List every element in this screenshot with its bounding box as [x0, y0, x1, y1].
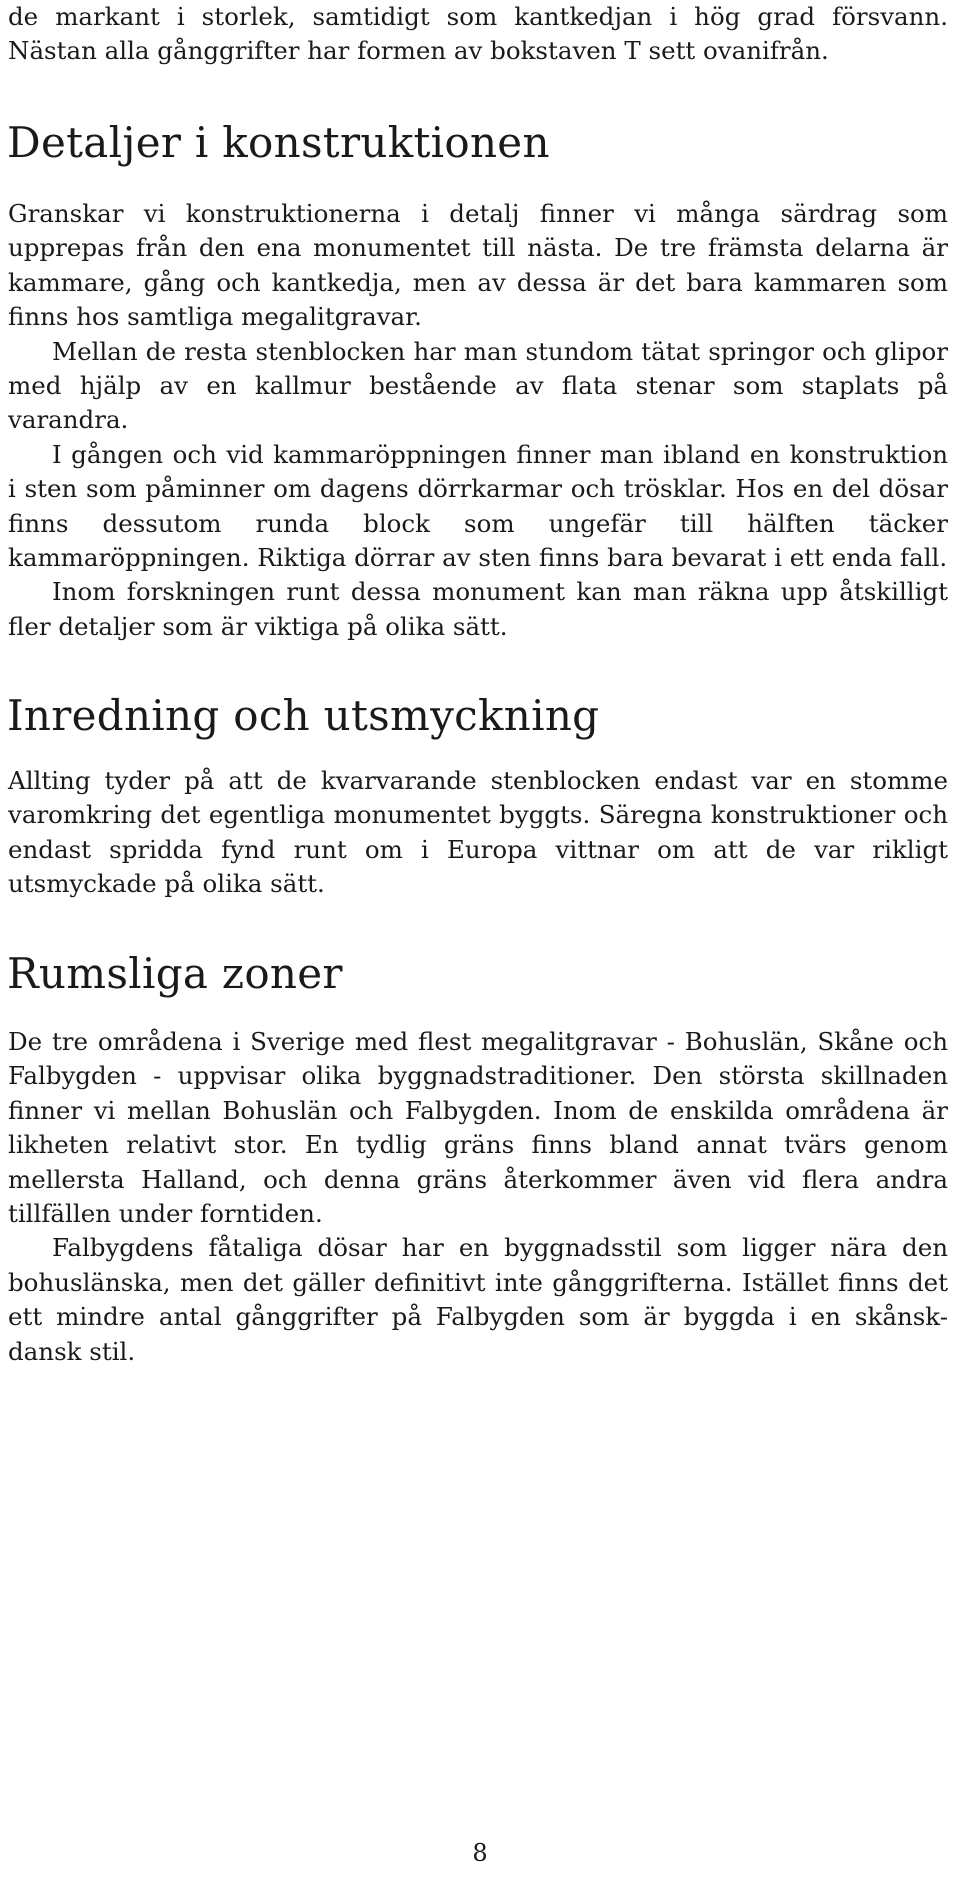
- paragraph: De tre områdena i Sverige med flest megalitgravar - Bohuslän, Skåne och Falbygden - uppvisar olika byggnadstraditioner. Den största skillnaden finner vi mellan Bohuslän och Falbygden. Inom de enskilda områdena är likheten relativt stor. En tydlig gräns finns bland annat tvärs genom mellersta Halland, och denna gräns återkommer även vid flera andra tillfällen under forntiden.: [8, 1027, 948, 1229]
- intro-text: [8, 0, 948, 69]
- paragraph: I gången och vid kammaröppningen finner man ibland en konstruktion i sten som påminner om dagens dörrkarmar och trösklar. Hos en del dösar finns dessutom runda block som ungefär till hälften täcker kammaröppningen. Riktiga dörrar av sten finns bara bevarat i ett enda fall.: [8, 439, 948, 573]
- page-number: 8: [472, 1839, 488, 1867]
- paragraph: Falbygdens fåtaliga dösar har en byggnadsstil som ligger nära den bohuslänska, men det gäller definitivt inte gånggrifterna. Istället finns det ett mindre antal gånggrifter på Falbygden som är byggda i en skånsk-dansk stil.: [8, 1233, 948, 1366]
- section-body-zones: [8, 1025, 948, 1369]
- section-heading-details: Detaljer i konstruktionen: [7, 118, 550, 167]
- paragraph: Granskar vi konstruktionerna i detalj finner vi många särdrag som upprepas från den ena monumentet till nästa. De tre främsta delarna är kammare, gång och kantkedja, men av dessa är det bara kammaren som finns hos samtliga megalitgravar.: [8, 199, 948, 332]
- section-body-interior: [8, 764, 948, 902]
- intro-paragraph: de markant i storlek, samtidigt som kantkedjan i hög grad försvann. Nästan alla gånggrifter har formen av bokstaven T sett ovanifrån.: [8, 2, 948, 66]
- paragraph: Mellan de resta stenblocken har man stundom tätat springor och glipor med hjälp av en kallmur bestående av flata stenar som staplats på varandra.: [8, 336, 948, 435]
- paragraph: Inom forskningen runt dessa monument kan man räkna upp åtskilligt fler detaljer som är viktiga på olika sätt.: [8, 577, 948, 641]
- section-body-details: [8, 197, 948, 644]
- section-heading-interior: Inredning och utsmyckning: [7, 691, 600, 740]
- section-heading-zones: Rumsliga zoner: [7, 949, 343, 998]
- paragraph: Allting tyder på att de kvarvarande stenblocken endast var en stomme varomkring det egentliga monumentet byggts. Säregna konstruktioner och endast spridda fynd runt om i Europa vittnar om att de var rikligt utsmyckade på olika sätt.: [8, 766, 948, 899]
